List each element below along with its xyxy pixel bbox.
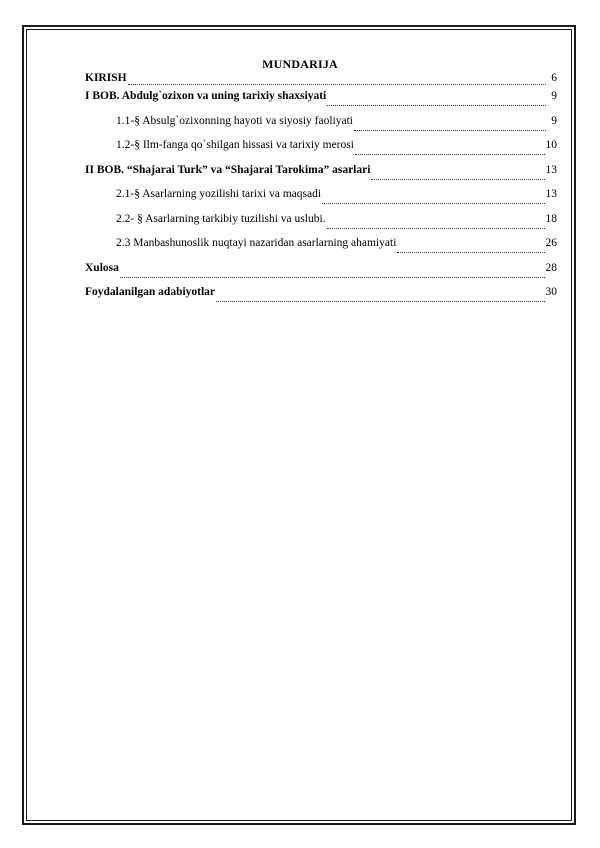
dot-leader [327, 104, 546, 106]
toc-entry-label: I BOB. Abdulg`ozixon va uning tarixiy shaxsiyati [85, 90, 327, 102]
toc-entry-page: 26 [545, 237, 557, 249]
toc-entry-section-1-2[interactable] [116, 139, 557, 164]
toc-entry-page: 10 [545, 139, 557, 151]
toc-entry-page: 9 [551, 114, 557, 127]
dot-leader [354, 129, 546, 131]
toc-entry-kirish[interactable] [85, 72, 557, 90]
toc-entry-references[interactable] [85, 286, 557, 311]
toc-entry-page: 30 [545, 286, 557, 298]
toc-entry-label: KIRISH [85, 72, 127, 84]
toc-entry-section-1-1[interactable] [116, 115, 557, 140]
toc-entry-section-2-1[interactable] [116, 188, 557, 213]
toc-entry-label: 2.2- § Asarlarning tarkibiy tuzilishi va uslubi. [116, 212, 326, 225]
dot-leader [371, 178, 544, 180]
toc-entry-label: Foydalanilgan adabiyotlar [85, 286, 216, 298]
toc-entry-page: 28 [545, 261, 557, 274]
table-of-contents [85, 72, 557, 311]
toc-entry-label: 1.1-§ Absulg`ozixonning hayoti va siyosiy faoliyati [116, 114, 354, 127]
dot-leader [322, 202, 544, 204]
dot-leader [397, 251, 544, 253]
dot-leader [120, 276, 545, 278]
toc-entry-page: 18 [545, 212, 557, 225]
dot-leader [355, 153, 545, 155]
dot-leader [216, 300, 544, 302]
toc-entry-xulosa[interactable] [85, 262, 557, 287]
toc-entry-label: 1.2-§ Ilm-fanga qo`shilgan hissasi va tarixiy merosi [116, 139, 354, 151]
toc-entry-section-2-3[interactable] [116, 237, 557, 262]
toc-title: MUNDARIJA [262, 57, 338, 71]
toc-entry-page: 13 [545, 188, 557, 200]
toc-entry-label: 2.1-§ Asarlarning yozilishi tarixi va maqsadi [116, 188, 322, 200]
toc-entry-label: II BOB. “Shajarai Turk” va “Shajarai Tarokima” asarlari [85, 163, 371, 176]
dot-leader [128, 83, 546, 85]
toc-entry-section-2-2[interactable] [116, 213, 557, 238]
toc-entry-chapter-2[interactable] [85, 164, 557, 189]
toc-entry-page: 6 [551, 72, 557, 84]
toc-entry-label: 2.3 Manbashunoslik nuqtayi nazaridan asarlarning ahamiyati [116, 237, 397, 249]
dot-leader [327, 227, 545, 229]
toc-entry-page: 9 [551, 90, 557, 102]
toc-entry-page: 13 [545, 163, 557, 176]
toc-entry-label: Xulosa [85, 261, 119, 274]
toc-entry-chapter-1[interactable] [85, 90, 557, 115]
